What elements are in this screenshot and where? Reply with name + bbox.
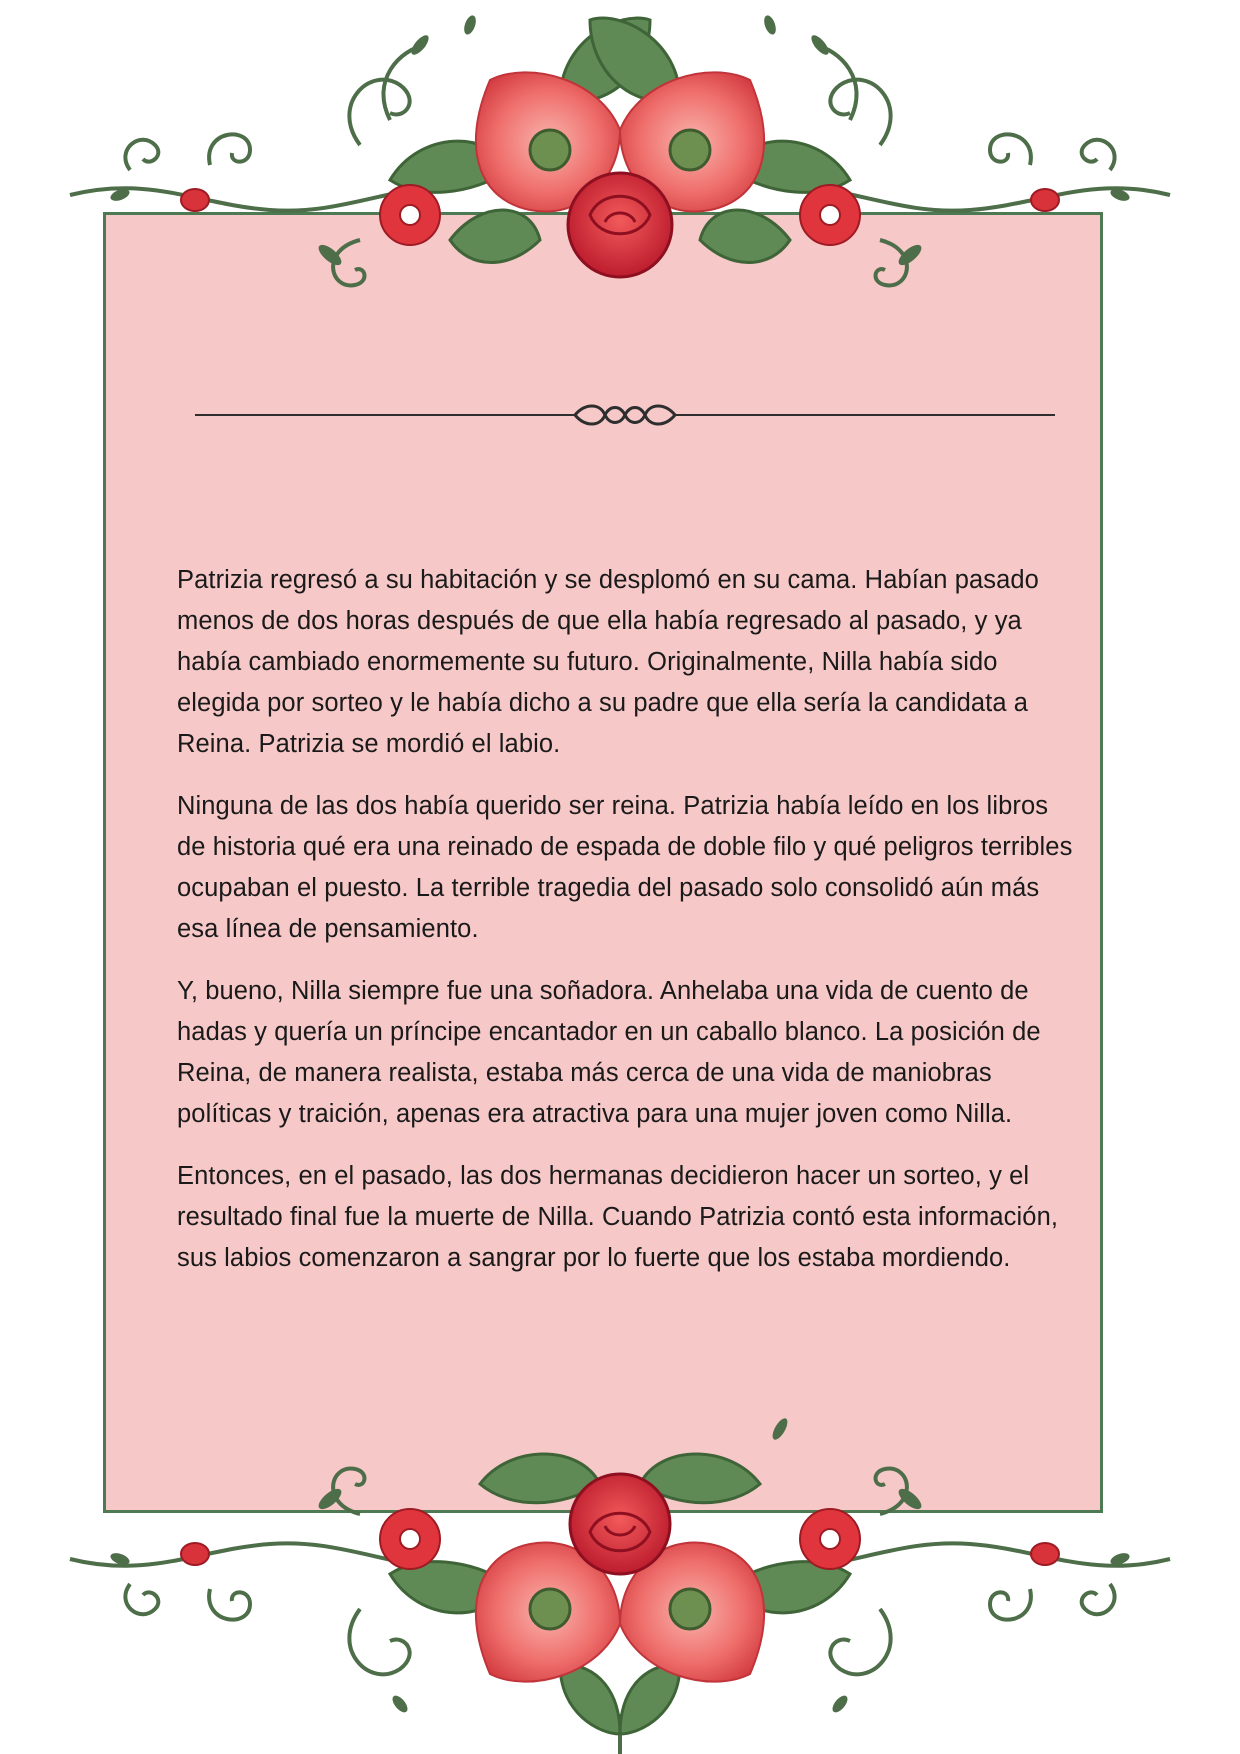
paragraph-2: Ninguna de las dos había querido ser reina. Patrizia había leído en los libros de historia qué era una reinado de espada de doble filo y qué peligros terribles ocupaban el puesto. La terrible tragedia del pasado solo consolidó aún más esa línea de pensamiento.	[177, 792, 1073, 943]
scroll-divider-icon	[195, 395, 1055, 435]
floral-top-ornament-icon	[60, 0, 1180, 340]
paragraph-1: Patrizia regresó a su habitación y se desplomó en su cama. Habían pasado menos de dos horas después de que ella había regresado al pasado, y ya había cambiado enormemente su futuro. Originalmente, Nilla había sido elegida por sorteo y le había dicho a su padre que ella sería la candidata a Reina. Patrizia se mordió el labio.	[177, 566, 1039, 758]
paragraph-3: Y, bueno, Nilla siempre fue una soñadora. Anhelaba una vida de cuento de hadas y quería un príncipe encantador en un caballo blanco. La posición de Reina, de manera realista, estaba más cerca de una vida de maniobras políticas y traición, apenas era atractiva para una mujer joven como Nilla.	[177, 977, 1041, 1128]
paragraph-4: Entonces, en el pasado, las dos hermanas decidieron hacer un sorteo, y el resultado final fue la muerte de Nilla. Cuando Patrizia contó esta información, sus labios comenzaron a sangrar por lo fuerte que los estaba mordiendo.	[177, 1162, 1059, 1272]
body-text	[177, 560, 1077, 1300]
floral-bottom-ornament-icon	[60, 1414, 1180, 1754]
